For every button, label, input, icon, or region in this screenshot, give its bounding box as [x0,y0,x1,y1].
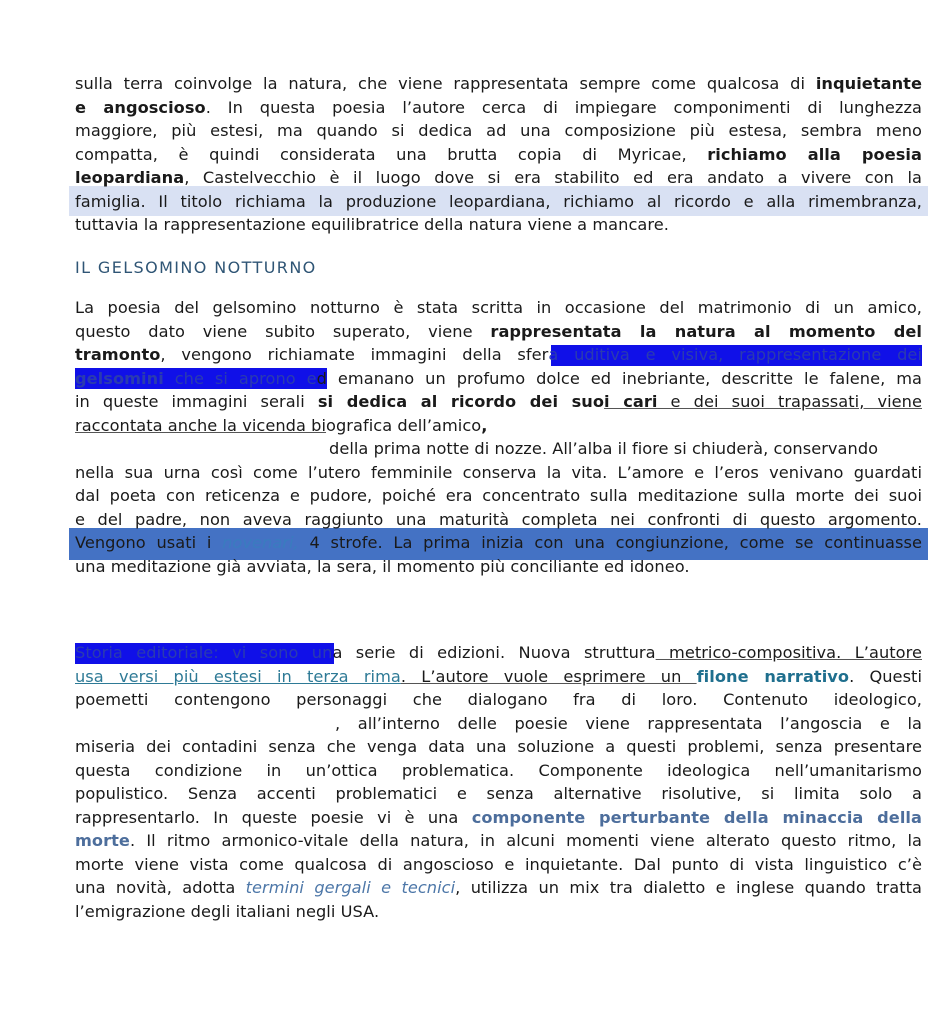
p3-line-11: una novità, adotta termini gergali e tecnici, utilizza un mix tra dialetto e inglese quando tratta [75,878,922,897]
p1-line-7: tuttavia la rappresentazione equilibratrice della natura viene a mancare. [75,215,669,234]
p2-line-4: gelsomini che si aprono ed emanano un profumo dolce ed inebriante, descritte le falene, ma [75,368,923,388]
p1-line-4: compatta, è quindi considerata una brutta copia di Myricae, richiamo alla poesia [75,144,923,164]
p3-line-7: populistico. Senza accenti problematici e senza alternative risolutive, si limita solo a [75,784,922,803]
p3-line-4: , all’interno delle poesie viene rappresentata l’angoscia e la [335,713,922,733]
p2-line-6: raccontata anche la vicenda biografica dell’amico, [75,415,488,435]
p3-line-1: Storia editoriale: vi sono una serie di edizioni. Nuova struttura metrico-compositiva. L’autore [75,643,922,662]
p1-line-1: sulla terra coinvolge la natura, che viene rappresentata sempre come qualcosa di inquietante [75,74,922,93]
p2-line-8: nella sua urna così come l’utero femminile conserva la vita. L’amore e l’eros venivano guardati [75,462,922,482]
p2-line-2: questo dato viene subito superato, viene rappresentata la natura al momento del [75,321,922,341]
p2-line-1: La poesia del gelsomino notturno è stata scritta in occasione del matrimonio di un amico, [75,298,922,317]
p3-line-2: usa versi più estesi in terza rima. L’autore vuole esprimere un filone narrativo. Questi [75,666,922,686]
p3-line-5: miseria dei contadini senza che venga data una soluzione a questi problemi, senza presentare [75,737,922,756]
p2-line-10: e del padre, non aveva raggiunto una maturità completa nei confronti di questo argomento. [75,509,922,529]
p2-line-5: in queste immagini serali si dedica al ricordo dei suoi cari e dei suoi trapassati, viene [75,392,922,411]
p2-line-3: tramonto, vengono richiamate immagini della sfera uditiva e visiva, rappresentazione dei [75,345,922,364]
p3-line-6: questa condizione in un’ottica problematica. Componente ideologica nell’umanitarismo [75,760,922,780]
p3-line-9: morte. Il ritmo armonico-vitale della natura, in alcuni momenti viene alterato questo ritmo, la [75,831,922,850]
p2-line-9: dal poeta con reticenza e pudore, poiché era concentrato sulla meditazione sulla morte dei suoi [75,486,922,505]
p3-line-8: rappresentarlo. In queste poesie vi è una componente perturbante della minaccia della [75,807,922,827]
p2-line-11: Vengono usati i novenari, 4 strofe. La prima inizia con una congiunzione, come se continuasse [75,533,922,552]
section-heading: IL GELSOMINO NOTTURNO [75,258,317,277]
p1-line-5: leopardiana, Castelvecchio è il luogo dove si era stabilito ed era andato a vivere con la [75,168,922,187]
p3-line-3: poemetti contengono personaggi che dialogano fra di loro. Contenuto ideologico, [75,690,922,709]
paragraph-3 [75,641,922,923]
p3-line-12: l’emigrazione degli italiani negli USA. [75,901,380,921]
p3-line-10: morte viene vista come qualcosa di angoscioso e inquietante. Dal punto di vista linguistico c’è [75,854,922,874]
p1-line-2: e angoscioso. In questa poesia l’autore cerca di impiegare componimenti di lunghezza [75,97,922,117]
p2-line-7: della prima notte di nozze. All’alba il fiore si chiuderà, conservando [329,439,879,458]
p1-line-6: famiglia. Il titolo richiama la produzione leopardiana, richiamo al ricordo e alla rimembranza, [75,191,922,211]
p1-line-3: maggiore, più estesi, ma quando si dedica ad una composizione più estesa, sembra meno [75,121,922,140]
paragraph-2 [75,296,922,578]
p2-line-12: una meditazione già avviata, la sera, il momento più conciliante ed idoneo. [75,556,690,576]
paragraph-1 [75,72,922,237]
